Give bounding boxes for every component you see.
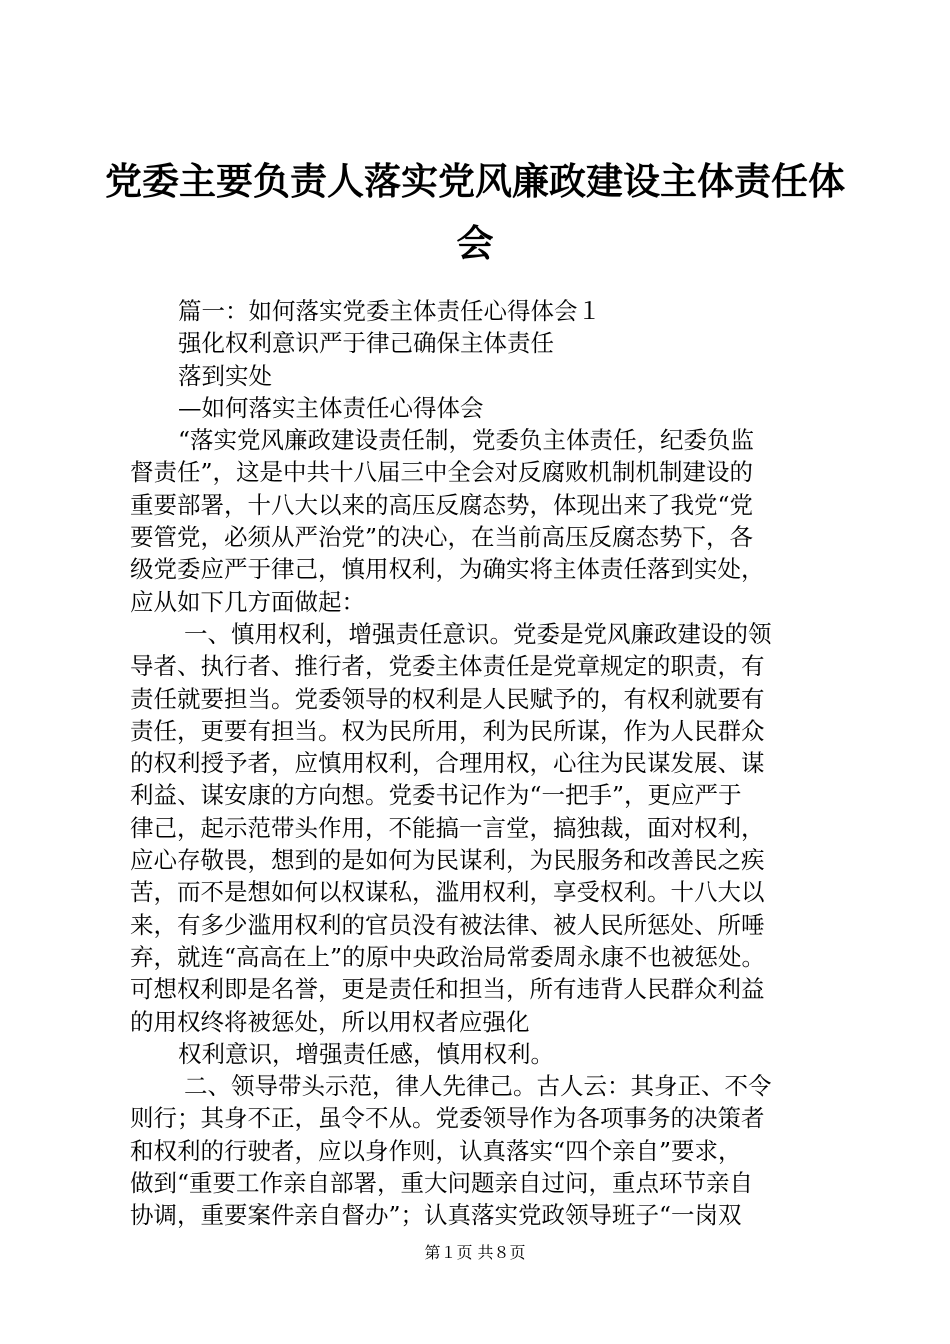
body-line: 苦，而不是想如何以权谋私，滥用权利，享受权利。十八大以 <box>130 878 765 907</box>
body-line: 做到“重要工作亲自部署，重大问题亲自过问，重点环节亲自 <box>130 1169 754 1198</box>
body-line: 强化权利意识严于律己确保主体责任 <box>178 329 554 358</box>
body-line: 责任，更要有担当。权为民所用，利为民所谋，作为人民群众 <box>130 716 765 745</box>
body-line: 和权利的行驶者，应以身作则，认真落实“四个亲自”要求， <box>130 1136 742 1165</box>
body-line: 可想权利即是名誉，更是责任和担当，所有违背人民群众利益 <box>130 975 765 1004</box>
page-footer: 第１页 共８页 <box>424 1243 526 1262</box>
body-line: —如何落实主体责任心得体会 <box>178 393 484 422</box>
body-line: 要管党，必须从严治党”的决心，在当前高压反腐态势下，各 <box>130 523 754 552</box>
body-line: 则行；其身不正，虽令不从。党委领导作为各项事务的决策者 <box>130 1104 765 1133</box>
body-line: 二、领导带头示范，律人先律己。古人云：其身正、不令 <box>184 1072 772 1101</box>
body-line: 律己，起示范带头作用，不能搞一言堂，搞独裁，面对权利， <box>130 813 765 842</box>
body-line: 导者、执行者、推行者，党委主体责任是党章规定的职责，有 <box>130 652 765 681</box>
body-line: 落到实处 <box>178 361 272 390</box>
document-body <box>130 295 840 1232</box>
body-line: 一、慎用权利，增强责任意识。党委是党风廉政建设的领 <box>184 619 772 648</box>
body-line: 应从如下几方面做起： <box>130 587 365 616</box>
body-line: 的用权终将被惩处，所以用权者应强化 <box>130 1007 530 1036</box>
body-line: 弃，就连“高高在上”的原中央政治局常委周永康不也被惩处。 <box>130 942 766 971</box>
body-line: 来，有多少滥用权利的官员没有被法律、被人民所惩处、所唾 <box>130 910 765 939</box>
document-title-line-2: 会 <box>456 222 494 265</box>
body-line: 利益、谋安康的方向想。党委书记作为“一把手”，更应严于 <box>130 781 742 810</box>
body-line: 权利意识，增强责任感，慎用权利。 <box>178 1039 554 1068</box>
body-line: 重要部署，十八大以来的高压反腐态势，体现出来了我党“党 <box>130 490 754 519</box>
body-line: 的权利授予者，应慎用权利，合理用权，心往为民谋发展、谋 <box>130 749 765 778</box>
body-line: “落实党风廉政建设责任制，党委负主体责任，纪委负监 <box>178 426 755 455</box>
body-line: 级党委应严于律己，慎用权利，为确实将主体责任落到实处， <box>130 555 765 584</box>
document-title-line-1: 党委主要负责人落实党风廉政建设主体责任体 <box>105 160 845 203</box>
body-line: 督责任”，这是中共十八届三中全会对反腐败机制机制建设的 <box>130 458 754 487</box>
body-line: 应心存敬畏，想到的是如何为民谋利，为民服务和改善民之疾 <box>130 846 765 875</box>
body-line: 责任就要担当。党委领导的权利是人民赋予的，有权利就要有 <box>130 684 765 713</box>
body-line: 篇一：如何落实党委主体责任心得体会１ <box>178 297 601 325</box>
body-line: 协调，重要案件亲自督办”；认真落实党政领导班子“一岗双 <box>130 1201 742 1230</box>
